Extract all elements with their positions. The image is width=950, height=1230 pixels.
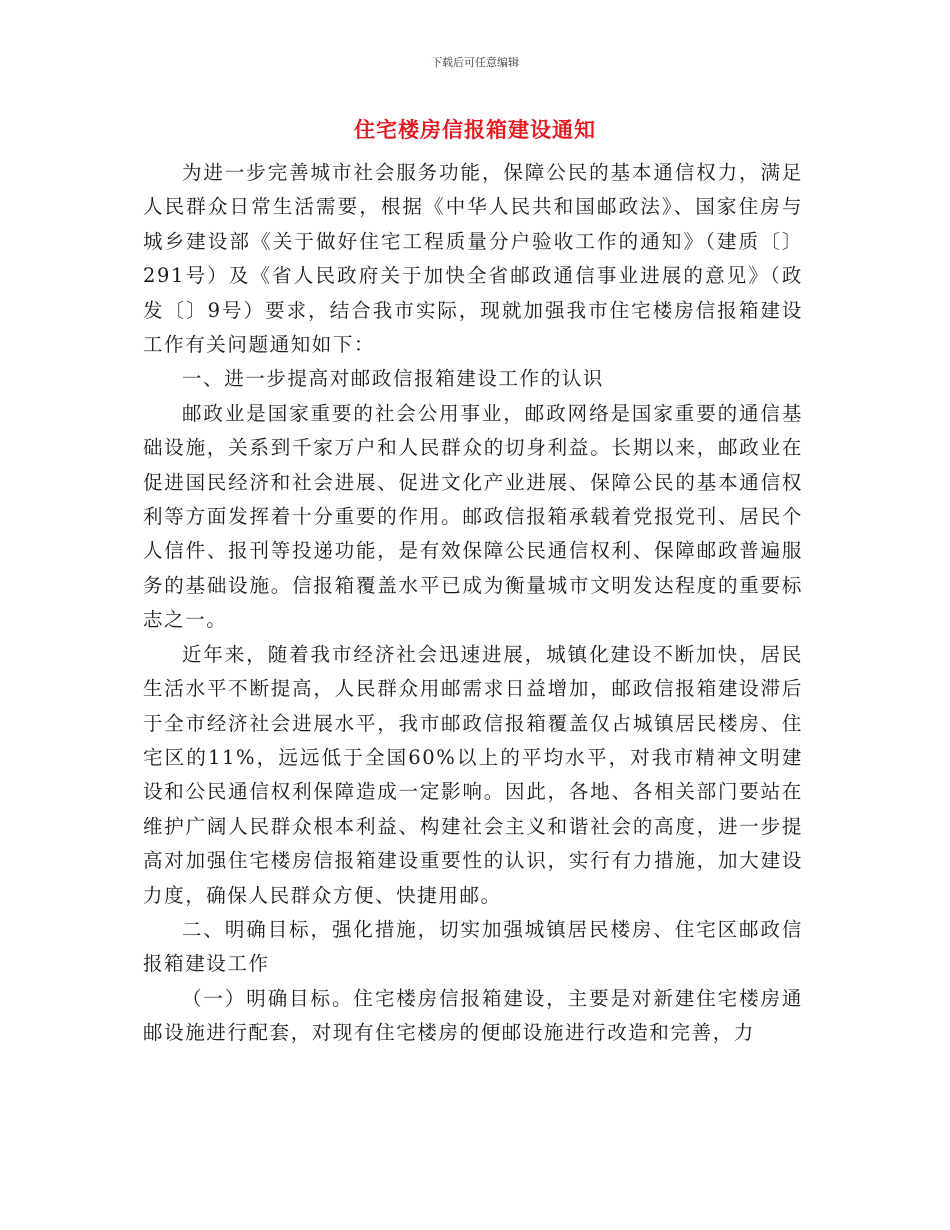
section-heading-2: 二、明确目标，强化措施，切实加强城镇居民楼房、住宅区邮政信报箱建设工作 — [143, 917, 803, 976]
section-heading-1: 一、进一步提高对邮政信报箱建设工作的认识 — [182, 367, 605, 391]
document-title: 住宅楼房信报箱建设通知 — [354, 118, 596, 142]
paragraph-current-situation: 近年来，随着我市经济社会迅速进展，城镇化建设不断加快，居民生活水平不断提高，人民群众用邮需求日益增加，邮政信报箱建设滞后于全市经济社会进展水平，我市邮政信报箱覆盖仅占城镇居民楼房、住宅区的11%，远远低于全国60%以上的平均水平，对我市精神文明建设和公民通信权利保障造成一定影响。因此，各地、各相关部门要站在维护广阔人民群众根本利益、构建社会主义和谐社会的高度，进一步提高对加强住宅楼房信报箱建设重要性的认识，实行有力措施，加大建设力度，确保人民群众方便、快捷用邮。 — [143, 642, 803, 907]
paragraph-goals: （一）明确目标。住宅楼房信报箱建设，主要是对新建住宅楼房通邮设施进行配套，对现有住宅楼房的便邮设施进行改造和完善，力 — [143, 986, 803, 1045]
paragraph-postal-importance: 邮政业是国家重要的社会公用事业，邮政网络是国家重要的通信基础设施，关系到千家万户和人民群众的切身利益。长期以来，邮政业在促进国民经济和社会进展、促进文化产业进展、保障公民的基本通信权利等方面发挥着十分重要的作用。邮政信报箱承载着党报党刊、居民个人信件、报刊等投递功能，是有效保障公民通信权利、保障邮政普遍服务的基础设施。信报箱覆盖水平已成为衡量城市文明发达程度的重要标志之一。 — [143, 401, 803, 632]
header-note: 下载后可任意编辑 — [431, 56, 519, 69]
paragraph-intro: 为进一步完善城市社会服务功能，保障公民的基本通信权力，满足人民群众日常生活需要，根据《中华人民共和国邮政法》、国家住房与城乡建设部《关于做好住宅工程质量分户验收工作的通知》（建质〔〕291号）及《省人民政府关于加快全省邮政通信事业进展的意见》（政发〔〕9号）要求，结合我市实际，现就加强我市住宅楼房信报箱建设工作有关问题通知如下： — [143, 161, 803, 357]
document-body — [143, 156, 803, 1051]
